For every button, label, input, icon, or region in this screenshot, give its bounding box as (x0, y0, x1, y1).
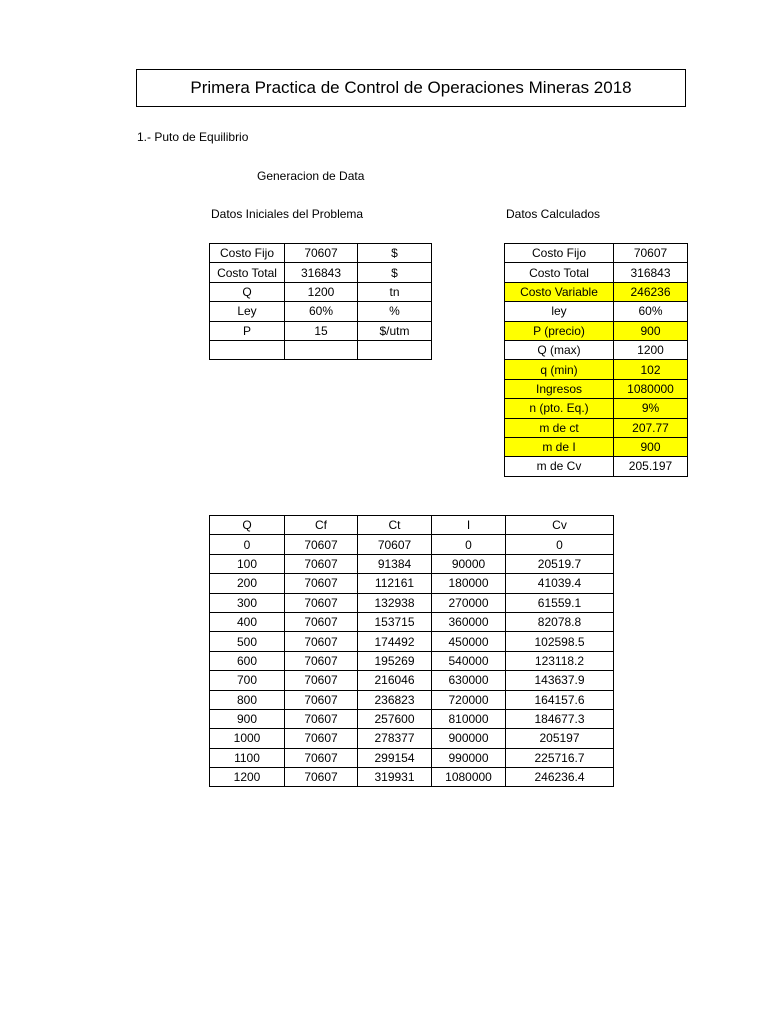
table-cell: 319931 (358, 768, 432, 787)
table-cell: 225716.7 (506, 748, 614, 767)
calc-label-cell: ley (505, 302, 614, 321)
calc-value-cell: 205.197 (614, 457, 688, 476)
table-cell: 1200 (285, 282, 358, 301)
calc-value-cell: 246236 (614, 282, 688, 301)
table-cell: 0 (432, 535, 506, 554)
table-cell: 184677.3 (506, 709, 614, 728)
table-row (210, 593, 614, 612)
table-cell: 1000 (210, 729, 285, 748)
table-cell: 15 (285, 321, 358, 340)
table-row (210, 729, 614, 748)
column-header: Cf (285, 516, 358, 535)
calc-label-cell: Costo Fijo (505, 244, 614, 263)
table-cell: Costo Total (210, 263, 285, 282)
table-row (210, 321, 432, 340)
table-cell: 70607 (285, 768, 358, 787)
table-cell (358, 340, 432, 359)
calc-value-cell: 9% (614, 399, 688, 418)
table-cell: 630000 (432, 671, 506, 690)
table-cell: 153715 (358, 612, 432, 631)
table-cell: 216046 (358, 671, 432, 690)
table-cell: 41039.4 (506, 574, 614, 593)
table-cell: $ (358, 244, 432, 263)
table-cell: % (358, 302, 432, 321)
table-row (505, 244, 688, 263)
table-cell: 91384 (358, 554, 432, 573)
table-row (505, 457, 688, 476)
table-cell: 123118.2 (506, 651, 614, 670)
table-cell: 246236.4 (506, 768, 614, 787)
table-cell: 20519.7 (506, 554, 614, 573)
generated-data-table (209, 515, 614, 787)
calc-label-cell: n (pto. Eq.) (505, 399, 614, 418)
table-cell: 100 (210, 554, 285, 573)
calc-value-cell: 1080000 (614, 379, 688, 398)
calc-label-cell: Costo Total (505, 263, 614, 282)
table-row (505, 360, 688, 379)
table-cell: 540000 (432, 651, 506, 670)
table-row (505, 379, 688, 398)
table-header-row (210, 516, 614, 535)
calculated-data-table (504, 243, 688, 477)
table-cell: 143637.9 (506, 671, 614, 690)
table-cell: 70607 (285, 535, 358, 554)
table-cell: 70607 (285, 574, 358, 593)
table-cell: 180000 (432, 574, 506, 593)
table-cell: 300 (210, 593, 285, 612)
table-cell: 60% (285, 302, 358, 321)
calc-label-cell: q (min) (505, 360, 614, 379)
table-cell: 270000 (432, 593, 506, 612)
table-cell: Ley (210, 302, 285, 321)
table-row (210, 612, 614, 631)
table-cell: $ (358, 263, 432, 282)
table-cell: 257600 (358, 709, 432, 728)
table-cell: 1080000 (432, 768, 506, 787)
table-cell: 70607 (285, 690, 358, 709)
calc-label-cell: Q (max) (505, 340, 614, 359)
table-cell: 61559.1 (506, 593, 614, 612)
table-row (210, 768, 614, 787)
table-row (210, 535, 614, 554)
table-row (505, 418, 688, 437)
section-subheading: Generacion de Data (257, 169, 365, 183)
calc-value-cell: 316843 (614, 263, 688, 282)
table-cell: tn (358, 282, 432, 301)
table-cell: 70607 (285, 671, 358, 690)
table-cell: 1200 (210, 768, 285, 787)
table-row (210, 340, 432, 359)
column-header: I (432, 516, 506, 535)
column-header: Ct (358, 516, 432, 535)
table-cell: 700 (210, 671, 285, 690)
table-cell: 70607 (358, 535, 432, 554)
table-cell (210, 340, 285, 359)
table-row (210, 671, 614, 690)
table-row (210, 244, 432, 263)
table-cell: 82078.8 (506, 612, 614, 631)
initial-data-label: Datos Iniciales del Problema (211, 207, 364, 221)
table-row (210, 554, 614, 573)
table-cell: 70607 (285, 651, 358, 670)
calc-value-cell: 207.77 (614, 418, 688, 437)
table-row (505, 399, 688, 418)
table-cell (285, 340, 358, 359)
table-cell: 70607 (285, 554, 358, 573)
table-cell: 70607 (285, 593, 358, 612)
table-cell: 299154 (358, 748, 432, 767)
calc-label-cell: m de I (505, 437, 614, 456)
calc-label-cell: Costo Variable (505, 282, 614, 301)
calc-label-cell: m de ct (505, 418, 614, 437)
table-cell: 1100 (210, 748, 285, 767)
calc-value-cell: 102 (614, 360, 688, 379)
table-cell: 70607 (285, 244, 358, 263)
section-heading: 1.- Puto de Equilibrio (137, 130, 249, 144)
calc-label-cell: m de Cv (505, 457, 614, 476)
table-cell: 720000 (432, 690, 506, 709)
table-cell: 360000 (432, 612, 506, 631)
table-row (210, 302, 432, 321)
table-cell: 70607 (285, 632, 358, 651)
calculated-data-label: Datos Calculados (506, 207, 601, 221)
table-cell: 236823 (358, 690, 432, 709)
calc-label-cell: P (precio) (505, 321, 614, 340)
table-cell: 132938 (358, 593, 432, 612)
table-cell: 400 (210, 612, 285, 631)
table-cell: 600 (210, 651, 285, 670)
calc-value-cell: 60% (614, 302, 688, 321)
calc-value-cell: 900 (614, 321, 688, 340)
table-row (505, 282, 688, 301)
table-cell: 70607 (285, 612, 358, 631)
initial-data-table (209, 243, 432, 360)
table-cell: Q (210, 282, 285, 301)
table-cell: 70607 (285, 748, 358, 767)
table-cell: 90000 (432, 554, 506, 573)
document-title-box (136, 69, 686, 107)
table-row (505, 263, 688, 282)
table-cell: 316843 (285, 263, 358, 282)
table-cell: 70607 (285, 729, 358, 748)
table-row (210, 651, 614, 670)
column-header: Q (210, 516, 285, 535)
calc-value-cell: 70607 (614, 244, 688, 263)
table-cell: 800 (210, 690, 285, 709)
column-header: Cv (506, 516, 614, 535)
table-cell: P (210, 321, 285, 340)
table-cell: Costo Fijo (210, 244, 285, 263)
table-row (210, 709, 614, 728)
table-cell: 200 (210, 574, 285, 593)
calc-value-cell: 1200 (614, 340, 688, 359)
table-cell: 450000 (432, 632, 506, 651)
table-cell: 0 (506, 535, 614, 554)
table-row (210, 748, 614, 767)
table-cell: 278377 (358, 729, 432, 748)
table-row (210, 263, 432, 282)
document-title: Primera Practica de Control de Operaciones Mineras 2018 (190, 78, 632, 97)
table-cell: 500 (210, 632, 285, 651)
table-cell: 205197 (506, 729, 614, 748)
table-cell: 900 (210, 709, 285, 728)
table-row (505, 437, 688, 456)
table-cell: 990000 (432, 748, 506, 767)
table-cell: 70607 (285, 709, 358, 728)
table-cell: 195269 (358, 651, 432, 670)
table-cell: 174492 (358, 632, 432, 651)
table-cell: 810000 (432, 709, 506, 728)
table-cell: 0 (210, 535, 285, 554)
table-row (505, 340, 688, 359)
table-cell: 900000 (432, 729, 506, 748)
table-cell: 102598.5 (506, 632, 614, 651)
calc-value-cell: 900 (614, 437, 688, 456)
table-cell: 164157.6 (506, 690, 614, 709)
table-row (505, 321, 688, 340)
table-cell: 112161 (358, 574, 432, 593)
table-row (210, 574, 614, 593)
table-row (210, 282, 432, 301)
table-row (505, 302, 688, 321)
table-row (210, 690, 614, 709)
table-row (210, 632, 614, 651)
table-cell: $/utm (358, 321, 432, 340)
calc-label-cell: Ingresos (505, 379, 614, 398)
